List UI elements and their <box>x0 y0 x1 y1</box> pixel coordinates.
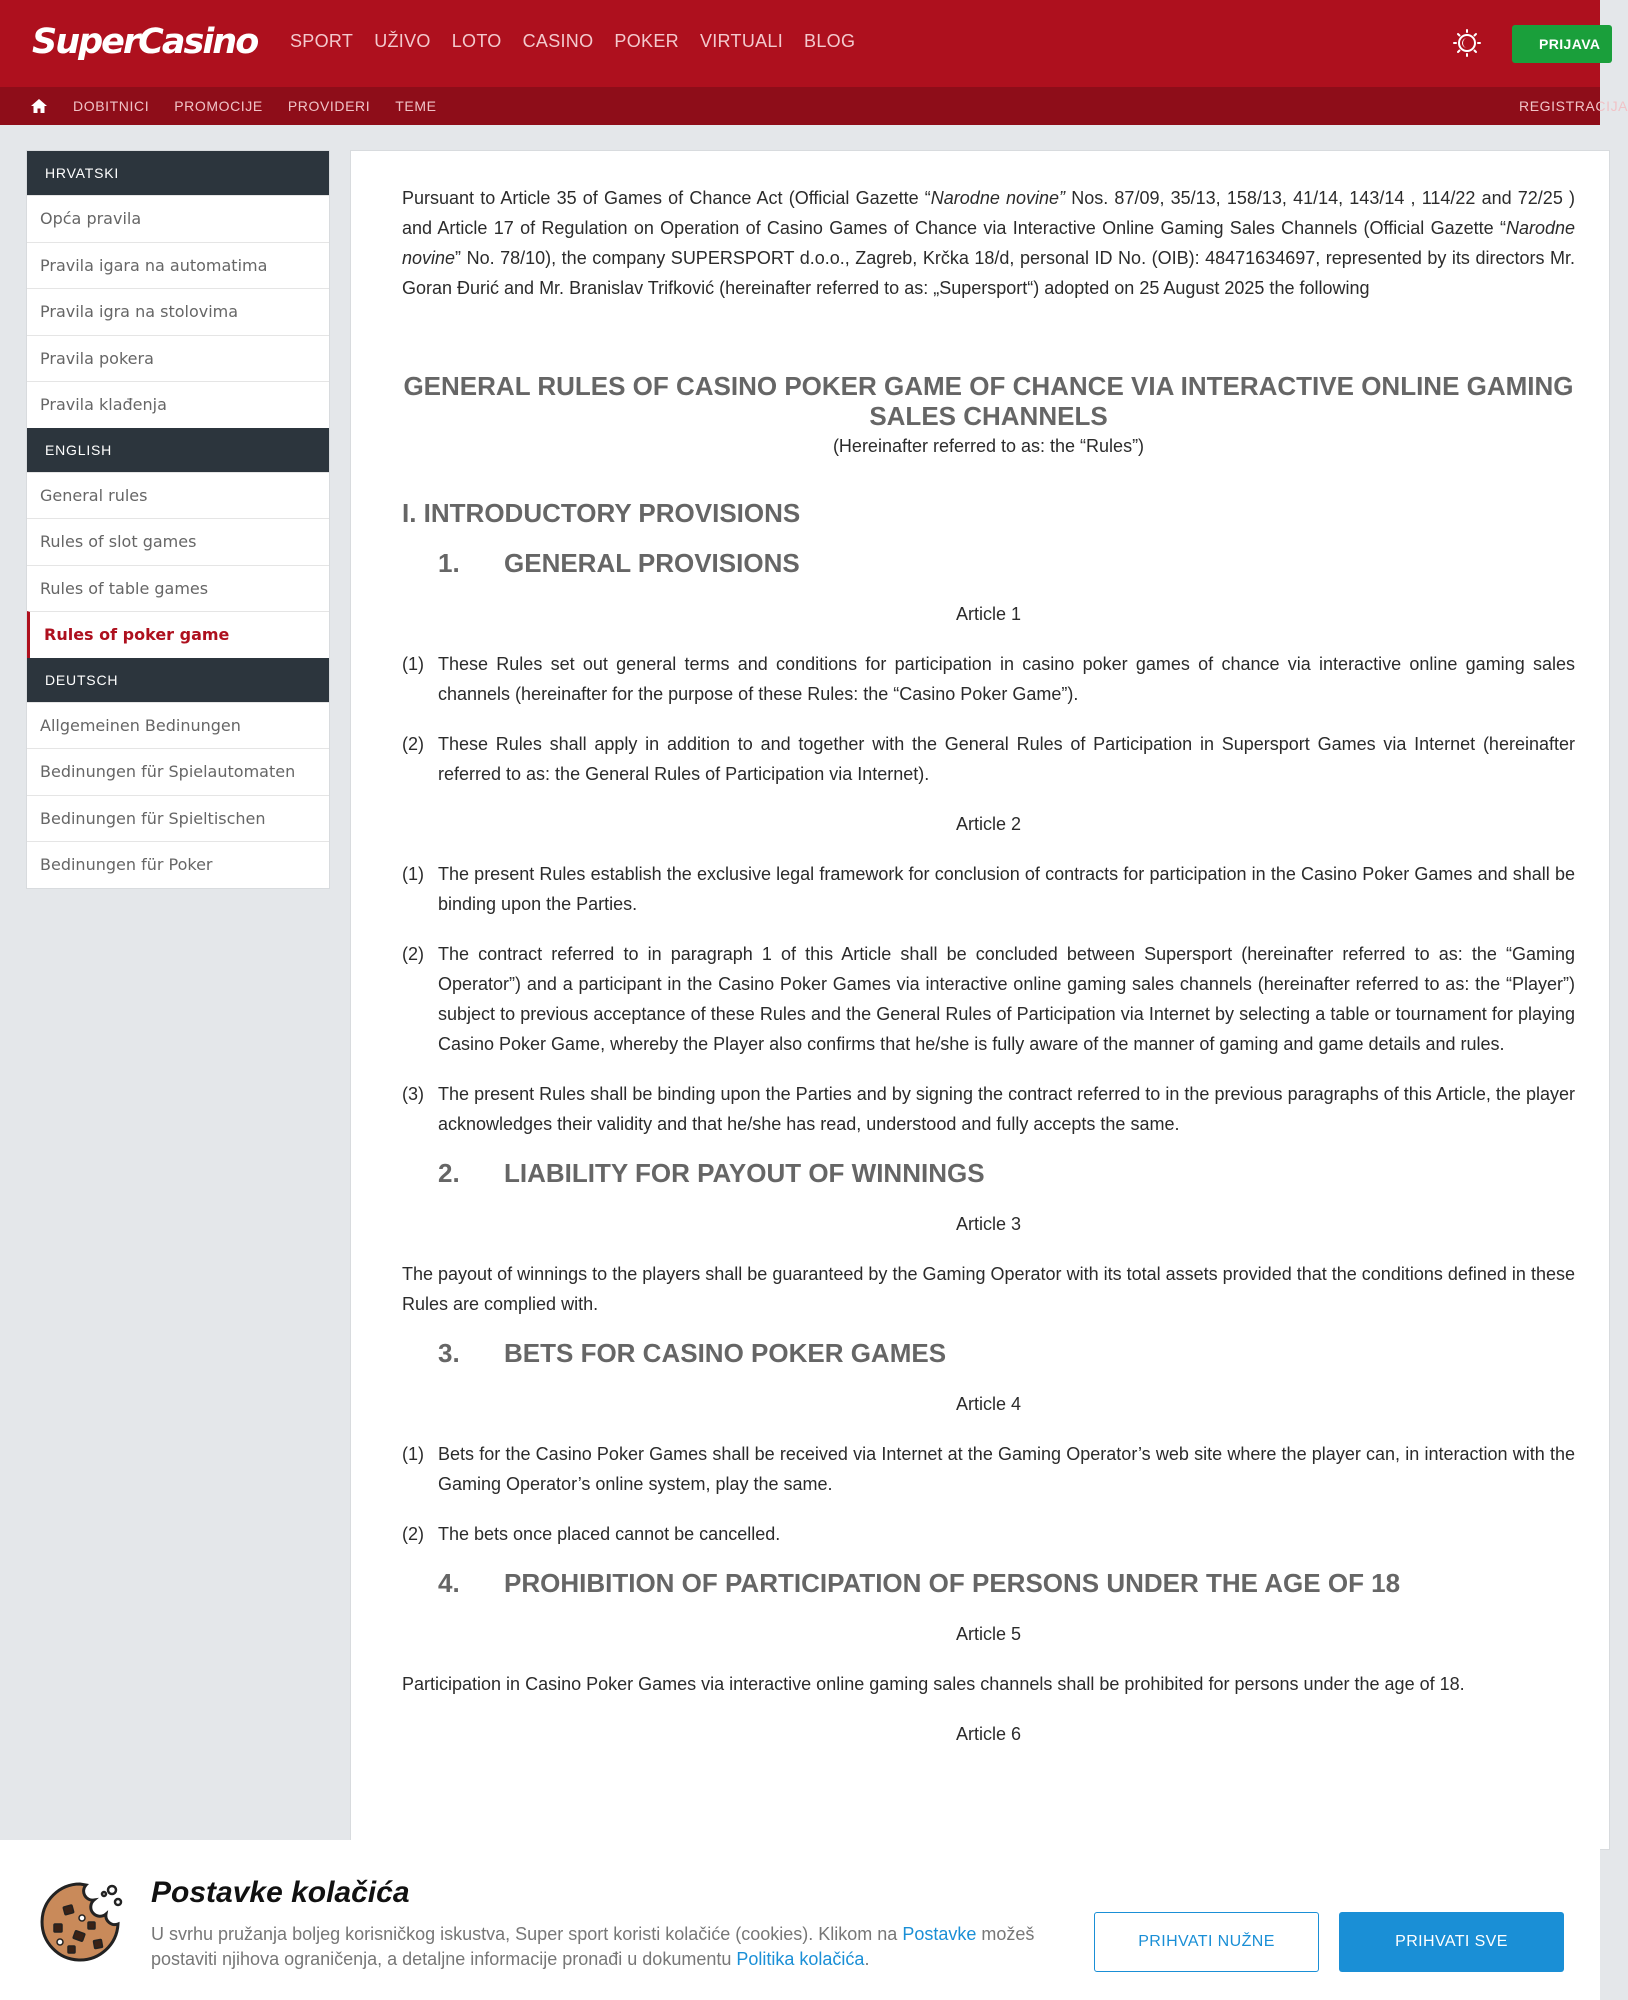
article-heading: Article 1 <box>955 604 1022 624</box>
supercasino-logo[interactable]: SuperCasino <box>32 22 258 62</box>
theme-toggle-icon[interactable] <box>1452 28 1482 58</box>
paragraph: (1) These Rules set out general terms and conditions for participation in casino poker games of chance via interactive online gaming sales channels (hereinafter for the purpose of these Rules: the “Casino Poker Game”). <box>402 654 1575 704</box>
register-link[interactable]: REGISTRACIJA <box>1519 98 1628 114</box>
paragraph: (1) Bets for the Casino Poker Games shall be received via Internet at the Gaming Operator’s web site where the player can, in interaction with the Gaming Operator’s online system, play the same. <box>402 1444 1575 1494</box>
cookie-banner <box>0 1840 1600 2000</box>
sub-nav <box>73 98 437 114</box>
nav-virtuali[interactable]: VIRTUALI <box>699 31 784 51</box>
accept-all-button[interactable]: PRIHVATI SVE <box>1339 1912 1564 1972</box>
nav-uzivo[interactable]: UŽIVO <box>374 31 431 51</box>
sidebar-item-poker-rules[interactable]: Rules of poker game <box>27 611 329 658</box>
part-heading: I. INTRODUCTORY PROVISIONS <box>402 498 801 528</box>
subnav-dobitnici[interactable]: DOBITNICI <box>73 98 150 114</box>
document-title: GENERAL RULES OF CASINO POKER GAME OF CHANCE VIA INTERACTIVE ONLINE GAMING SALES CHANNELS <box>403 371 1574 431</box>
paragraph: (2) The contract referred to in paragraph 1 of this Article shall be concluded between Supersport (hereinafter referred to as: the “Gaming Operator”) and a participant in the Casino Poker Games via interactive online gaming sales channels (hereinafter referred to as: the “Player”) subject to previous acceptance of these Rules and the General Rules of Participation via Internet by selecting a table or tournament for playing Casino Poker Game, whereby the Player also confirms that he/she is fully aware of the manner of gaming and game details and rules. <box>402 944 1575 1054</box>
article-heading: Article 6 <box>955 1724 1022 1744</box>
sidebar-item-pravila-automata[interactable]: Pravila igara na automatima <box>27 242 329 289</box>
sidebar-item-opca-pravila[interactable]: Opća pravila <box>27 195 329 242</box>
rules-document <box>402 183 1575 1749</box>
paragraph: (2) The bets once placed cannot be cancelled. <box>402 1524 781 1544</box>
sidebar-item-table-rules[interactable]: Rules of table games <box>27 565 329 612</box>
top-header <box>0 0 1600 87</box>
section-heading: 1. GENERAL PROVISIONS <box>438 548 800 578</box>
main-nav <box>290 31 855 52</box>
sidebar-item-allgemeinen[interactable]: Allgemeinen Bedinungen <box>27 702 329 749</box>
sidebar-item-pravila-kladenja[interactable]: Pravila klađenja <box>27 381 329 428</box>
rules-sidebar <box>26 150 330 889</box>
paragraph: (2) These Rules shall apply in addition to and together with the General Rules of Participation in Supersport Games via Internet (hereinafter referred to as: the General Rules of Participation via Internet). <box>402 734 1575 784</box>
sub-header <box>0 87 1628 125</box>
cookie-icon <box>38 1880 122 1964</box>
sidebar-group-deutsch: DEUTSCH <box>27 658 329 702</box>
cookie-title: Postavke kolačića <box>151 1876 410 1909</box>
article-heading: Article 4 <box>955 1394 1022 1414</box>
paragraph: The payout of winnings to the players shall be guaranteed by the Gaming Operator with its total assets provided that the conditions defined in these Rules are complied with. <box>402 1264 1575 1314</box>
nav-casino[interactable]: CASINO <box>522 31 594 51</box>
accept-necessary-button[interactable]: PRIHVATI NUŽNE <box>1094 1912 1319 1972</box>
sidebar-item-spielautomaten[interactable]: Bedinungen für Spielautomaten <box>27 748 329 795</box>
home-icon[interactable] <box>30 98 48 114</box>
article-heading: Article 5 <box>955 1624 1022 1644</box>
document-subtitle: (Hereinafter referred to as: the “Rules”) <box>832 436 1145 456</box>
sidebar-item-spieltischen[interactable]: Bedinungen für Spieltischen <box>27 795 329 842</box>
sidebar-item-general-rules[interactable]: General rules <box>27 472 329 519</box>
subnav-promocije[interactable]: PROMOCIJE <box>174 98 263 114</box>
section-heading: 2. LIABILITY FOR PAYOUT OF WINNINGS <box>438 1158 985 1188</box>
sidebar-group-english: ENGLISH <box>27 428 329 472</box>
cookie-text: U svrhu pružanja boljeg korisničkog iskustva, Super sport koristi kolačiće (cookies). Klikom na Postavke možeš postaviti njihova ograničenja, a detaljne informacije pronađi u dokumentu Politika kolačića. <box>151 1924 1035 1969</box>
paragraph: Participation in Casino Poker Games via interactive online gaming sales channels shall be prohibited for persons under the age of 18. <box>402 1674 1465 1694</box>
subnav-provideri[interactable]: PROVIDERI <box>287 98 371 114</box>
nav-loto[interactable]: LOTO <box>451 31 502 51</box>
article-heading: Article 2 <box>955 814 1022 834</box>
sidebar-item-pravila-stolovi[interactable]: Pravila igra na stolovima <box>27 288 329 335</box>
sidebar-item-slot-rules[interactable]: Rules of slot games <box>27 518 329 565</box>
sidebar-item-pravila-pokera[interactable]: Pravila pokera <box>27 335 329 382</box>
paragraph: (1) The present Rules establish the exclusive legal framework for conclusion of contracts for participation in the Casino Poker Games and shall be binding upon the Parties. <box>402 864 1575 914</box>
login-button[interactable]: PRIJAVA <box>1512 25 1612 63</box>
section-heading: 4. PROHIBITION OF PARTICIPATION OF PERSONS UNDER THE AGE OF 18 <box>438 1568 1401 1598</box>
cookie-settings-link[interactable]: Postavke <box>902 1924 977 1944</box>
article-heading: Article 3 <box>955 1214 1022 1234</box>
section-heading: 3. BETS FOR CASINO POKER GAMES <box>438 1338 947 1368</box>
nav-poker[interactable]: POKER <box>614 31 679 51</box>
cookie-policy-link[interactable]: Politika kolačića <box>736 1949 865 1969</box>
nav-blog[interactable]: BLOG <box>804 31 856 51</box>
paragraph: (3) The present Rules shall be binding upon the Parties and by signing the contract referred to in the previous paragraphs of this Article, the player acknowledges their validity and that he/she has read, understood and fully accepts the same. <box>402 1084 1575 1134</box>
subnav-teme[interactable]: TEME <box>395 98 437 114</box>
sidebar-item-poker[interactable]: Bedinungen für Poker <box>27 841 329 888</box>
sidebar-group-hrvatski: HRVATSKI <box>27 151 329 195</box>
nav-sport[interactable]: SPORT <box>290 31 354 51</box>
rules-content <box>350 150 1610 1850</box>
intro-paragraph: Pursuant to Article 35 of Games of Chance Act (Official Gazette “Narodne novine” Nos. 87/09, 35/13, 158/13, 41/14, 143/14 , 114/22 and 72/25 ) and Article 17 of Regulation on Operation of Casino Games of Chance via Interactive Online Gaming Sales Channels (Official Gazette “Narodne novine” No. 78/10), the company SUPERSPORT d.o.o., Zagreb, Krčka 18/d, personal ID No. (OIB): 48471634697, represented by its directors Mr. Goran Đurić and Mr. Branislav Trifković (hereinafter referred to as: „Supersport“) adopted on 25 August 2025 the following <box>402 188 1575 298</box>
